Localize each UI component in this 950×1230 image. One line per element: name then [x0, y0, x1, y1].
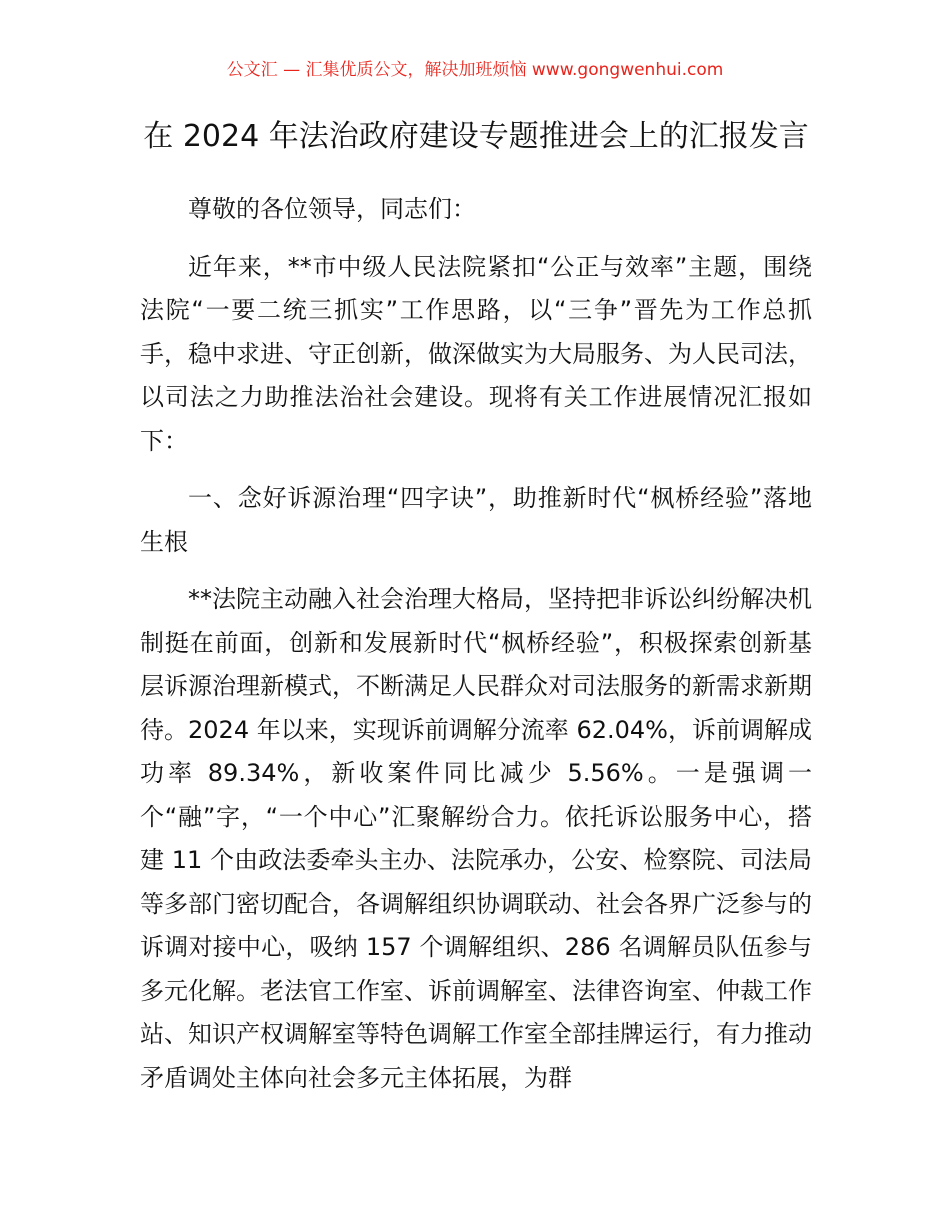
- intro-paragraph: 近年来，**市中级人民法院紧扣“公正与效率”主题，围绕法院“一要二统三抓实”工作思路，以“三争”晋先为工作总抓手，稳中求进、守正创新，做深做实为大局服务、为人民司法，以司法之力助推法治社会建设。现将有关工作进展情况汇报如下：: [140, 252, 812, 455]
- document-body: [140, 188, 812, 1100]
- document-title: 在 2024 年法治政府建设专题推进会上的汇报发言: [143, 119, 809, 154]
- salutation: 尊敬的各位领导，同志们：: [188, 195, 476, 223]
- section-heading: 一、念好诉源治理“四字诀”，助推新时代“枫桥经验”落地生根: [140, 484, 812, 556]
- site-banner: 公文汇 — 汇集优质公文，解决加班烦恼 www.gongwenhui.com: [226, 60, 724, 80]
- section-body-paragraph: **法院主动融入社会治理大格局，坚持把非诉讼纠纷解决机制挺在前面，创新和发展新时代“枫桥经验”，积极探索创新基层诉源治理新模式，不断满足人民群众对司法服务的新需求新期待。2024 年以来，实现诉前调解分流率 62.04%，诉前调解成功率 89.34%，新收案件同比减少 5.56%。一是强调一个“融”字，“一个中心”汇聚解纷合力。依托诉讼服务中心，搭建 11 个由政法委牵头主办、法院承办，公安、检察院、司法局等多部门密切配合，各调解组织协调联动、社会各界广泛参与的诉调对接中心，吸纳 157 个调解组织、286 名调解员队伍参与多元化解。老法官工作室、诉前调解室、法律咨询室、仲裁工作站、知识产权调解室等特色调解工作室全部挂牌运行，有力推动矛盾调处主体向社会多元主体拓展，为群: [140, 585, 812, 1092]
